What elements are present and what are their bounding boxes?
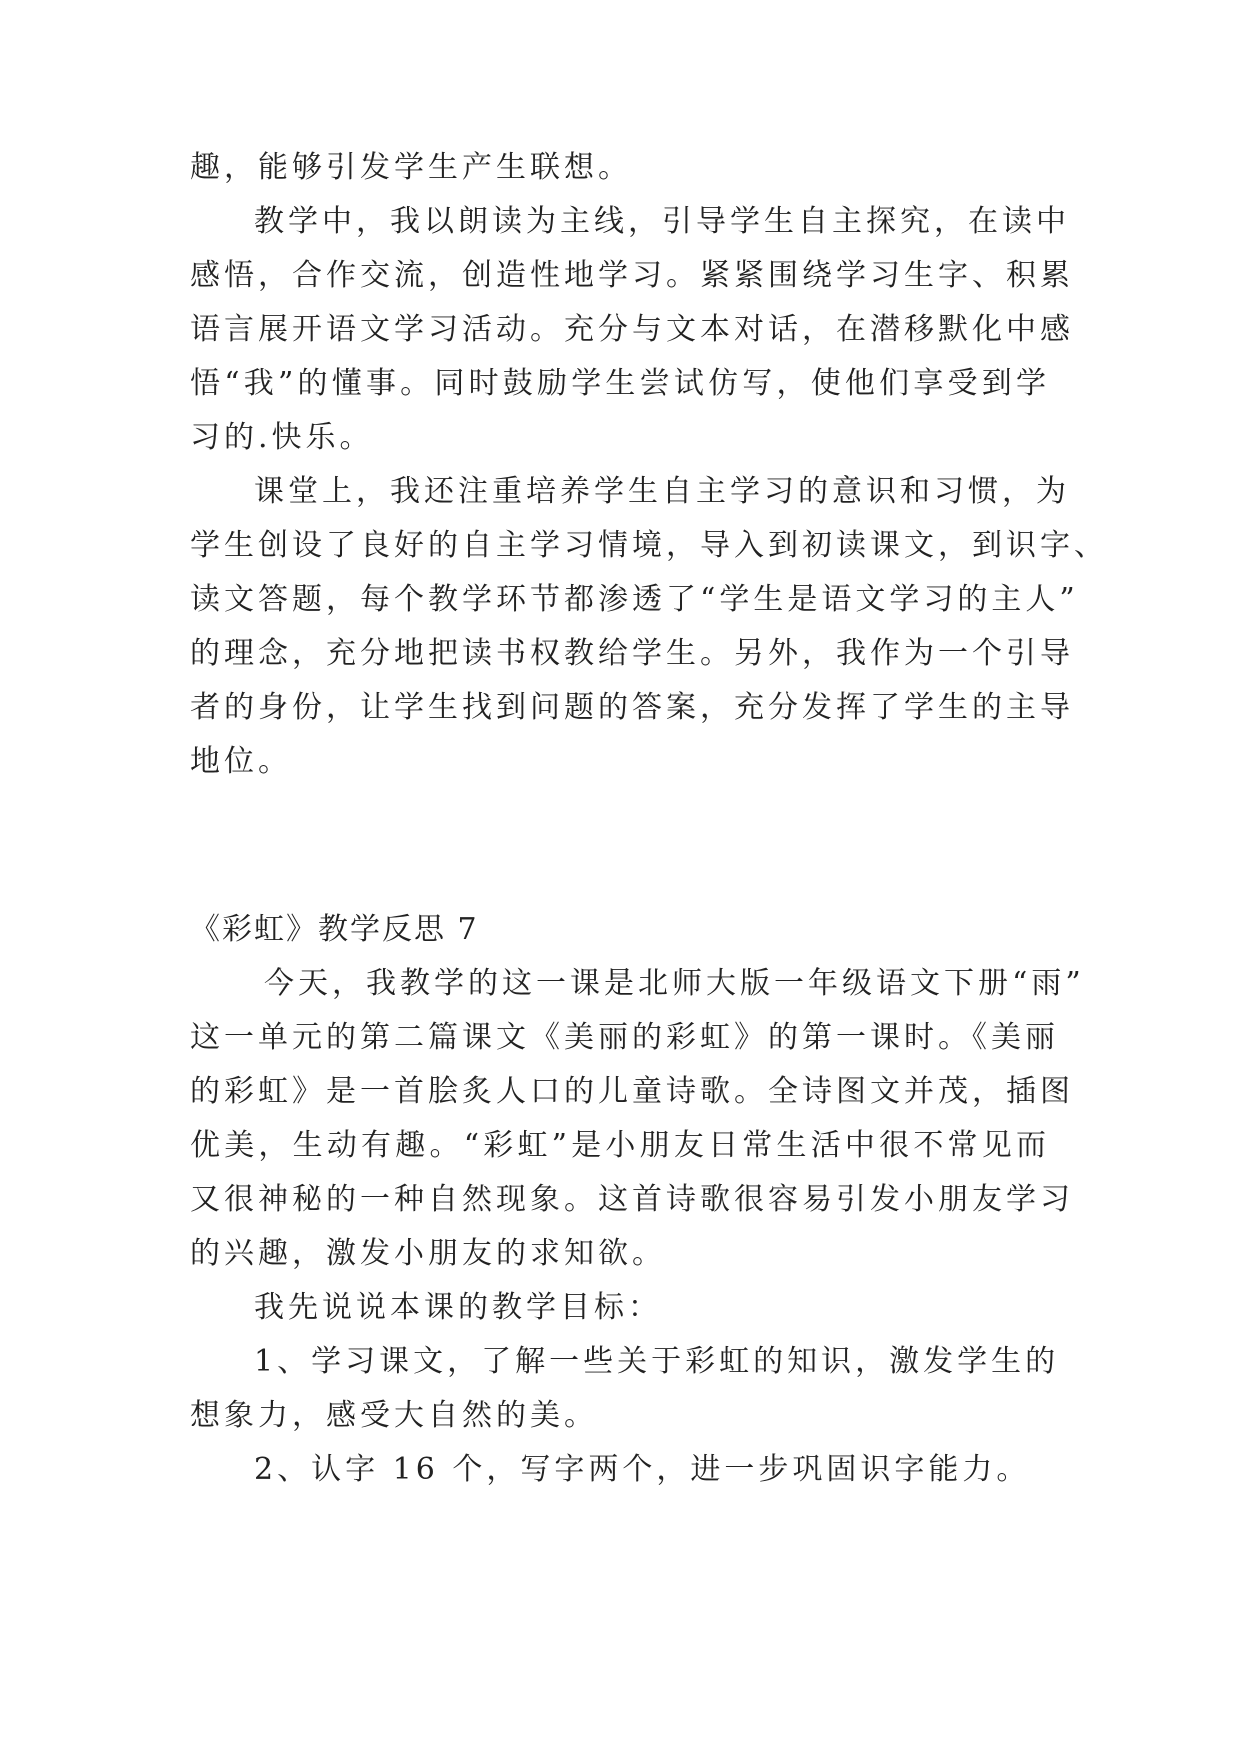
text-line: 想象力，感受大自然的美。 bbox=[190, 1398, 598, 1433]
text-line: 读文答题，每个教学环节都渗透了“学生是语文学习的主人” bbox=[190, 582, 1079, 617]
text-line: 语言展开语文学习活动。充分与文本对话，在潜移默化中感 bbox=[190, 312, 1074, 347]
text-line: 习的.快乐。 bbox=[190, 420, 374, 455]
text-line: 学生创设了良好的自主学习情境，导入到初读课文，到识字、 bbox=[190, 528, 1108, 563]
text-line: 我先说说本课的教学目标： bbox=[254, 1290, 662, 1325]
text-line: 感悟，合作交流，创造性地学习。紧紧围绕学习生字、积累 bbox=[190, 258, 1074, 293]
text-line: 这一单元的第二篇课文《美丽的彩虹》的第一课时。《美丽 bbox=[190, 1020, 1059, 1055]
text-line: 优美，生动有趣。“彩虹”是小朋友日常生活中很不常见而 bbox=[190, 1128, 1050, 1163]
text-line: 地位。 bbox=[190, 744, 292, 779]
text-line: 又很神秘的一种自然现象。这首诗歌很容易引发小朋友学习 bbox=[190, 1182, 1074, 1217]
text-line: 教学中，我以朗读为主线，引导学生自主探究，在读中 bbox=[254, 204, 1070, 239]
text-line: 趣，能够引发学生产生联想。 bbox=[190, 150, 632, 185]
text-line: 2、认字 16 个，写字两个，进一步巩固识字能力。 bbox=[254, 1452, 1031, 1487]
text-line: 的彩虹》是一首脍炙人口的儿童诗歌。全诗图文并茂，插图 bbox=[190, 1074, 1074, 1109]
text-line: 悟“我”的懂事。同时鼓励学生尝试仿写，使他们享受到学 bbox=[190, 366, 1050, 401]
text-line: 者的身份，让学生找到问题的答案，充分发挥了学生的主导 bbox=[190, 690, 1074, 725]
text-line: 今天，我教学的这一课是北师大版一年级语文下册“雨” bbox=[264, 966, 1085, 1001]
text-line: 的理念，充分地把读书权教给学生。另外，我作为一个引导 bbox=[190, 636, 1074, 671]
text-line: 的兴趣，激发小朋友的求知欲。 bbox=[190, 1236, 666, 1271]
section-heading: 《彩虹》教学反思 7 bbox=[190, 912, 479, 947]
text-line: 1、学习课文，了解一些关于彩虹的知识，激发学生的 bbox=[254, 1344, 1060, 1379]
text-line: 课堂上，我还注重培养学生自主学习的意识和习惯，为 bbox=[254, 474, 1070, 509]
